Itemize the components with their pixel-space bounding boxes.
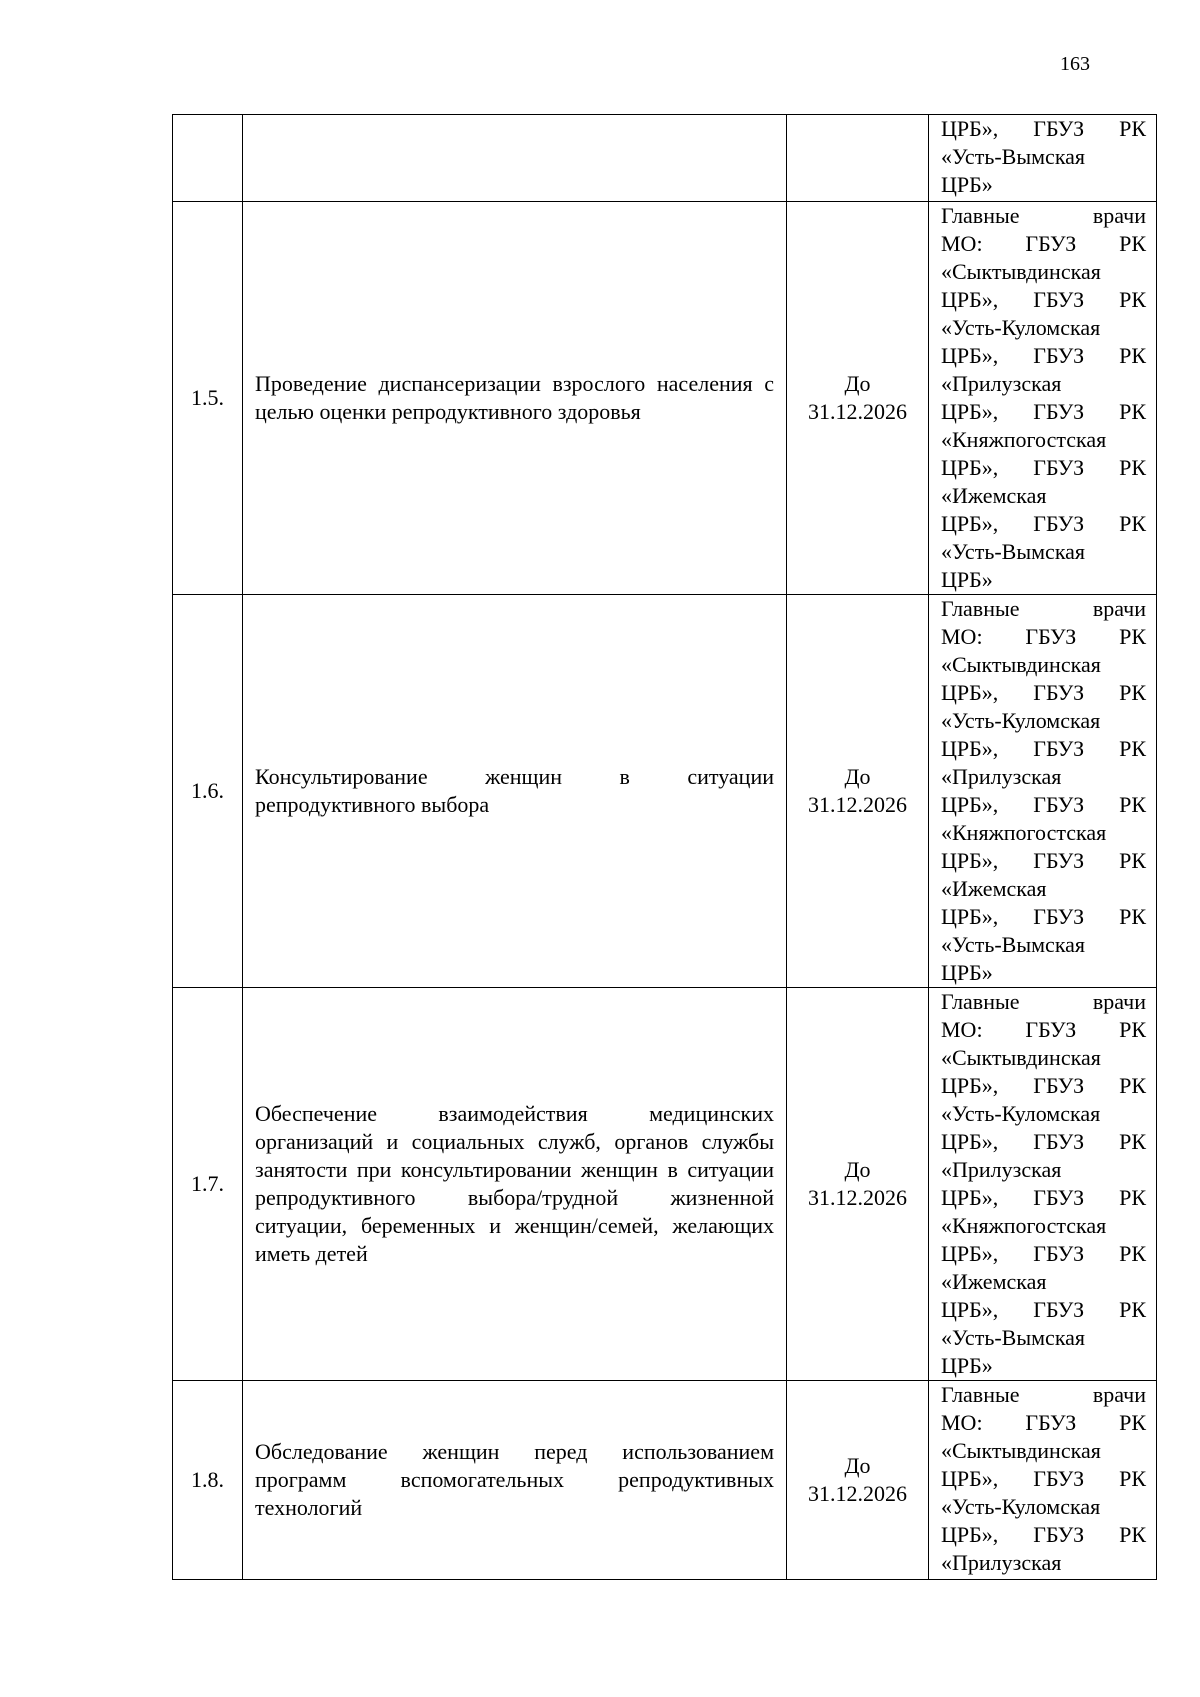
row-number-cell: 1.6. bbox=[173, 595, 243, 988]
description-cell: Обеспечение взаимодействия медицинских организаций и социальных служб, органов службы занятости при консультировании женщин в ситуации репродуктивного выбора/трудной жизненной ситуации, беременных и женщин/семей, желающих иметь детей bbox=[243, 988, 787, 1381]
responsible-line: «Усть-Куломская bbox=[941, 1494, 1101, 1519]
responsible-cell bbox=[929, 1381, 1157, 1580]
responsible-cell bbox=[929, 115, 1157, 202]
responsible-line: «Ижемская bbox=[941, 876, 1047, 901]
responsible-line: «Усть-Куломская bbox=[941, 315, 1101, 340]
deadline-cell bbox=[787, 595, 929, 988]
responsible-line: «Сыктывдинская bbox=[941, 1045, 1101, 1070]
deadline-prefix: До bbox=[844, 1157, 871, 1182]
responsible-line: ЦРБ» bbox=[941, 960, 993, 985]
responsible-line: Главные врачи bbox=[941, 596, 1146, 621]
page-number: 163 bbox=[1060, 53, 1090, 75]
deadline-prefix: До bbox=[844, 764, 871, 789]
deadline-cell bbox=[787, 1381, 929, 1580]
responsible-line: ЦРБ» bbox=[941, 172, 993, 197]
deadline-cell bbox=[787, 202, 929, 595]
responsible-line: «Ижемская bbox=[941, 1269, 1047, 1294]
responsible-line: ЦРБ», ГБУЗ РК bbox=[941, 1241, 1146, 1266]
responsible-line: ЦРБ», ГБУЗ РК bbox=[941, 1466, 1146, 1491]
description-cell bbox=[243, 115, 787, 202]
responsible-line: ЦРБ», ГБУЗ РК bbox=[941, 1073, 1146, 1098]
responsible-line: Главные врачи bbox=[941, 203, 1146, 228]
responsible-line: ЦРБ» bbox=[941, 567, 993, 592]
description-cell: Проведение диспансеризации взрослого населения с целью оценки репродуктивного здоровья bbox=[243, 202, 787, 595]
row-number-cell: 1.8. bbox=[173, 1381, 243, 1580]
row-number-cell: 1.7. bbox=[173, 988, 243, 1381]
row-number-cell bbox=[173, 115, 243, 202]
responsible-line: ЦРБ», ГБУЗ РК bbox=[941, 1297, 1146, 1322]
responsible-line: ЦРБ», ГБУЗ РК bbox=[941, 455, 1146, 480]
responsible-cell bbox=[929, 595, 1157, 988]
responsible-line: ЦРБ», ГБУЗ РК bbox=[941, 904, 1146, 929]
table-body bbox=[173, 115, 1157, 1580]
deadline-date: 31.12.2026 bbox=[808, 1185, 907, 1210]
responsible-line: ЦРБ», ГБУЗ РК bbox=[941, 511, 1146, 536]
responsible-line: «Сыктывдинская bbox=[941, 1438, 1101, 1463]
responsible-line: МО: ГБУЗ РК bbox=[941, 1410, 1146, 1435]
table-row bbox=[173, 115, 1157, 202]
row-number-cell: 1.5. bbox=[173, 202, 243, 595]
responsible-line: «Усть-Вымская bbox=[941, 539, 1086, 564]
deadline-date: 31.12.2026 bbox=[808, 1481, 907, 1506]
table-row bbox=[173, 1381, 1157, 1580]
responsible-line: «Прилузская bbox=[941, 764, 1062, 789]
responsible-line: Главные врачи bbox=[941, 1382, 1146, 1407]
responsible-line: «Прилузская bbox=[941, 371, 1062, 396]
responsible-line: «Усть-Вымская bbox=[941, 932, 1086, 957]
responsible-line: ЦРБ», ГБУЗ РК bbox=[941, 1129, 1146, 1154]
responsible-line: ЦРБ», ГБУЗ РК bbox=[941, 287, 1146, 312]
responsible-line: ЦРБ», ГБУЗ РК bbox=[941, 1185, 1146, 1210]
responsible-line: МО: ГБУЗ РК bbox=[941, 1017, 1146, 1042]
responsible-line: «Княжпогостская bbox=[941, 427, 1107, 452]
responsible-line: «Ижемская bbox=[941, 483, 1047, 508]
table-row bbox=[173, 595, 1157, 988]
responsible-line: МО: ГБУЗ РК bbox=[941, 624, 1146, 649]
responsible-line: «Усть-Вымская bbox=[941, 144, 1086, 169]
responsible-line: «Сыктывдинская bbox=[941, 652, 1101, 677]
deadline-prefix: До bbox=[844, 1453, 871, 1478]
deadline-cell bbox=[787, 988, 929, 1381]
table-row bbox=[173, 202, 1157, 595]
responsible-line: «Прилузская bbox=[941, 1157, 1062, 1182]
responsible-line: «Сыктывдинская bbox=[941, 259, 1101, 284]
responsible-line: ЦРБ», ГБУЗ РК bbox=[941, 680, 1146, 705]
responsible-line: «Прилузская bbox=[941, 1550, 1062, 1575]
responsible-line: «Усть-Вымская bbox=[941, 1325, 1086, 1350]
deadline-date: 31.12.2026 bbox=[808, 399, 907, 424]
responsible-line: ЦРБ», ГБУЗ РК bbox=[941, 736, 1146, 761]
responsible-line: ЦРБ», ГБУЗ РК bbox=[941, 116, 1146, 141]
responsible-line: МО: ГБУЗ РК bbox=[941, 231, 1146, 256]
description-cell: Обследование женщин перед использованием программ вспомогательных репродуктивных технологий bbox=[243, 1381, 787, 1580]
responsible-line: ЦРБ», ГБУЗ РК bbox=[941, 1522, 1146, 1547]
responsible-line: ЦРБ», ГБУЗ РК bbox=[941, 848, 1146, 873]
deadline-cell bbox=[787, 115, 929, 202]
measures-table bbox=[172, 114, 1157, 1580]
responsible-line: «Усть-Куломская bbox=[941, 1101, 1101, 1126]
responsible-line: «Княжпогостская bbox=[941, 820, 1107, 845]
responsible-cell bbox=[929, 202, 1157, 595]
responsible-line: ЦРБ», ГБУЗ РК bbox=[941, 792, 1146, 817]
responsible-line: ЦРБ», ГБУЗ РК bbox=[941, 343, 1146, 368]
responsible-line: «Усть-Куломская bbox=[941, 708, 1101, 733]
responsible-line: «Княжпогостская bbox=[941, 1213, 1107, 1238]
responsible-line: ЦРБ», ГБУЗ РК bbox=[941, 399, 1146, 424]
table-row bbox=[173, 988, 1157, 1381]
description-cell: Консультирование женщин в ситуации репродуктивного выбора bbox=[243, 595, 787, 988]
responsible-line: Главные врачи bbox=[941, 989, 1146, 1014]
responsible-line: ЦРБ» bbox=[941, 1353, 993, 1378]
deadline-date: 31.12.2026 bbox=[808, 792, 907, 817]
deadline-prefix: До bbox=[844, 371, 871, 396]
responsible-cell bbox=[929, 988, 1157, 1381]
